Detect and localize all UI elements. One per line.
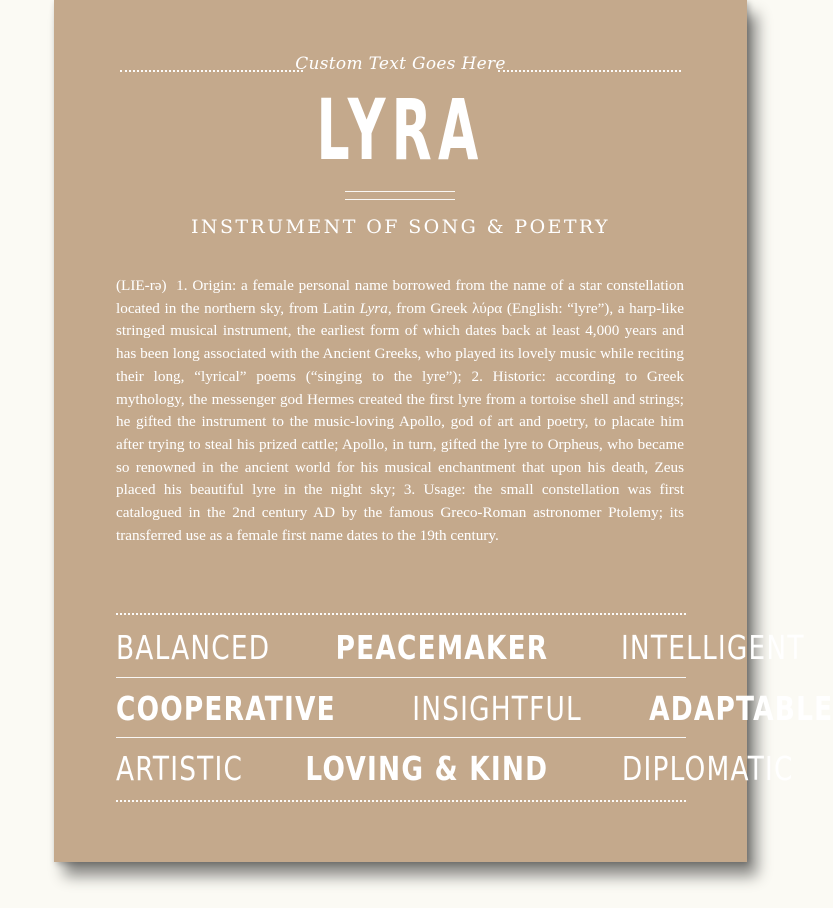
trait: ARTISTIC [116,748,244,788]
definition-part-b: , from Greek λύρα (English: “lyre”), a harp-like stringed musical instrument, the earliest form of which dates back at least 4,000 years and has been long associated with the Ancient Greeks, who played its lovely music while reciting their long, “lyrical” poems (“singing to the lyre”); 2. Historic: according to Greek mythology, the messenger god Hermes created the first lyre from a tortoise shell and strings; he gifted the instrument to the music-loving Apollo, god of art and poetry, to placate him after trying to steal his prized cattle; Apollo, in turn, gifted the lyre to Orpheus, who became so renowned in the ancient world for his musical enchantment that upon his death, Zeus placed his beautiful lyre in the night sky; 3. Usage: the small constellation was first catalogued in the 2nd century AD by the famous Greco-Roman astronomer Ptolemy; its transferred use as a female first name dates to the 19th century. [116,299,684,544]
definition-italic-word: Lyra [359,299,388,317]
trait-divider [116,737,686,738]
divider-line-top [345,191,455,192]
traits-row-1 [116,622,805,672]
definition-text [116,275,684,547]
trait: INTELLIGENT [620,627,805,667]
trait: DIPLOMATIC [621,748,794,788]
pronunciation: (LIE-rə) [116,277,167,294]
name-meaning: INSTRUMENT OF SONG & POETRY [191,216,610,238]
divider-line-bottom [345,199,455,200]
trait: PEACEMAKER [335,627,549,667]
name-poster [54,0,833,862]
trait: LOVING & KIND [305,748,549,788]
trait: INSIGHTFUL [412,688,582,728]
traits-row-3 [116,743,794,793]
dotted-divider [116,613,686,615]
definition-part-a: 1. Origin: a female personal name borrowed from the name of a star constellation located in the northern sky, from Latin [116,277,685,317]
trait: BALANCED [116,627,271,667]
name-title: LYRA [316,81,485,179]
dotted-divider [116,800,686,802]
traits-row-2 [116,683,833,733]
custom-text: Custom Text Goes Here [295,54,506,74]
trait: ADAPTABLE [649,688,833,728]
trait-divider [116,677,686,678]
trait: COOPERATIVE [116,688,336,728]
